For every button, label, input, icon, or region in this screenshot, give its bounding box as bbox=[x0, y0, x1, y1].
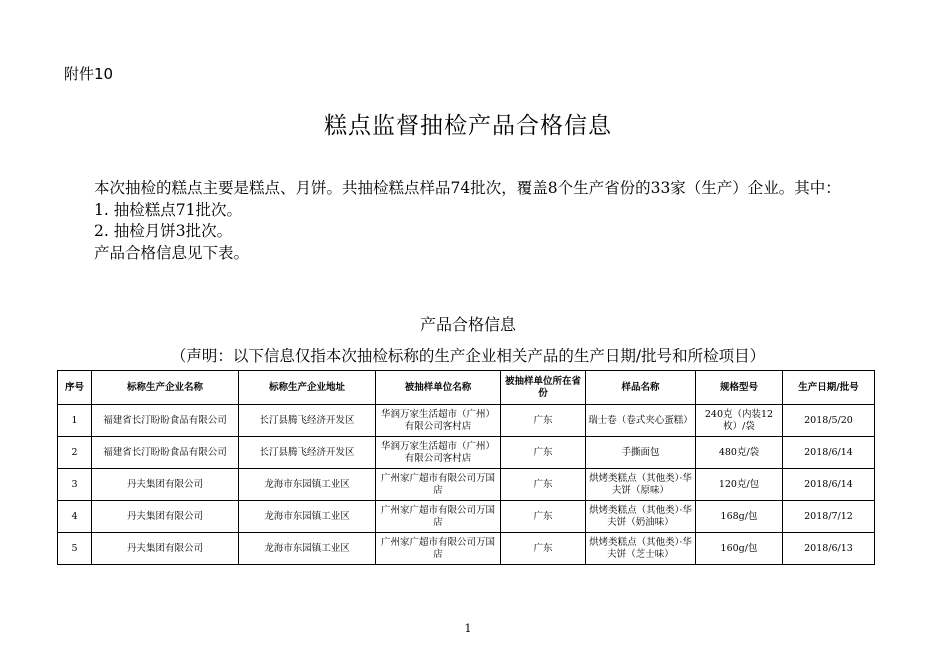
table-cell: 480克/袋 bbox=[696, 437, 783, 469]
table-row bbox=[58, 405, 875, 437]
table-cell: 烘烤类糕点（其他类）·华夫饼（原味） bbox=[586, 469, 696, 501]
page-number: 1 bbox=[464, 622, 472, 635]
table-cell: 烘烤类糕点（其他类）·华夫饼（芝士味） bbox=[586, 533, 696, 565]
attachment-label: 附件10 bbox=[64, 65, 114, 83]
table-cell: 广东 bbox=[501, 437, 586, 469]
table-cell: 广东 bbox=[501, 501, 586, 533]
table-cell: 丹夫集团有限公司 bbox=[92, 469, 239, 501]
table-cell: 丹夫集团有限公司 bbox=[92, 533, 239, 565]
intro-item-2: 2. 抽检月饼3批次。 bbox=[94, 222, 233, 240]
table-cell: 1 bbox=[58, 405, 92, 437]
table-cell: 烘烤类糕点（其他类）·华夫饼（奶油味） bbox=[586, 501, 696, 533]
table-cell: 168g/包 bbox=[696, 501, 783, 533]
header-cell: 样品名称 bbox=[586, 371, 696, 405]
table-cell: 长汀县腾飞经济开发区 bbox=[239, 405, 376, 437]
table-cell: 华润万家生活超市（广州）有限公司客村店 bbox=[376, 405, 501, 437]
table-cell: 广东 bbox=[501, 469, 586, 501]
table-cell: 2018/5/20 bbox=[783, 405, 875, 437]
header-cell: 生产日期/批号 bbox=[783, 371, 875, 405]
header-cell: 规格型号 bbox=[696, 371, 783, 405]
statement: （声明：以下信息仅指本次抽检标称的生产企业相关产品的生产日期/批号和所检项目） bbox=[170, 347, 766, 365]
intro-section bbox=[60, 178, 876, 264]
header-cell: 序号 bbox=[58, 371, 92, 405]
table-cell: 2 bbox=[58, 437, 92, 469]
table-cell: 2018/6/14 bbox=[783, 437, 875, 469]
header-cell: 被抽样单位所在省份 bbox=[501, 371, 586, 405]
table-cell: 2018/6/13 bbox=[783, 533, 875, 565]
section-title: 产品合格信息 bbox=[419, 315, 516, 334]
table-cell: 福建省长汀盼盼食品有限公司 bbox=[92, 437, 239, 469]
table-cell: 华润万家生活超市（广州）有限公司客村店 bbox=[376, 437, 501, 469]
intro-item-1: 1. 抽检糕点71批次。 bbox=[94, 200, 242, 219]
table-cell: 160g/包 bbox=[696, 533, 783, 565]
header-cell: 标称生产企业地址 bbox=[239, 371, 376, 405]
table-row bbox=[58, 501, 875, 533]
header-cell: 标称生产企业名称 bbox=[92, 371, 239, 405]
table-cell: 240克（内装12枚）/袋 bbox=[696, 405, 783, 437]
intro-paragraph: 本次抽检的糕点主要是糕点、月饼。共抽检糕点样品74批次，覆盖8个生产省份的33家（生产）企业。其中： bbox=[94, 179, 841, 197]
table-cell: 广东 bbox=[501, 405, 586, 437]
header-cell: 被抽样单位名称 bbox=[376, 371, 501, 405]
table-header-row bbox=[58, 371, 875, 405]
document-title: 糕点监督抽检产品合格信息 bbox=[324, 113, 612, 139]
table-cell: 手撕面包 bbox=[586, 437, 696, 469]
table-cell: 丹夫集团有限公司 bbox=[92, 501, 239, 533]
qualified-products-table bbox=[57, 370, 875, 565]
table-cell: 5 bbox=[58, 533, 92, 565]
table-cell: 福建省长汀盼盼食品有限公司 bbox=[92, 405, 239, 437]
table-cell: 广州家广超市有限公司万国店 bbox=[376, 469, 501, 501]
table-cell: 3 bbox=[58, 469, 92, 501]
table-cell: 长汀县腾飞经济开发区 bbox=[239, 437, 376, 469]
table-cell: 4 bbox=[58, 501, 92, 533]
table-row bbox=[58, 533, 875, 565]
table-cell: 龙海市东园镇工业区 bbox=[239, 469, 376, 501]
table-row bbox=[58, 469, 875, 501]
table-cell: 龙海市东园镇工业区 bbox=[239, 501, 376, 533]
table-cell: 2018/6/14 bbox=[783, 469, 875, 501]
table-cell: 广东 bbox=[501, 533, 586, 565]
table-cell: 广州家广超市有限公司万国店 bbox=[376, 533, 501, 565]
table-cell: 瑞士卷（卷式夹心蛋糕） bbox=[586, 405, 696, 437]
table-cell: 2018/7/12 bbox=[783, 501, 875, 533]
table-cell: 120克/包 bbox=[696, 469, 783, 501]
table-cell: 广州家广超市有限公司万国店 bbox=[376, 501, 501, 533]
intro-closing: 产品合格信息见下表。 bbox=[94, 243, 250, 262]
table-cell: 龙海市东园镇工业区 bbox=[239, 533, 376, 565]
table-row bbox=[58, 437, 875, 469]
